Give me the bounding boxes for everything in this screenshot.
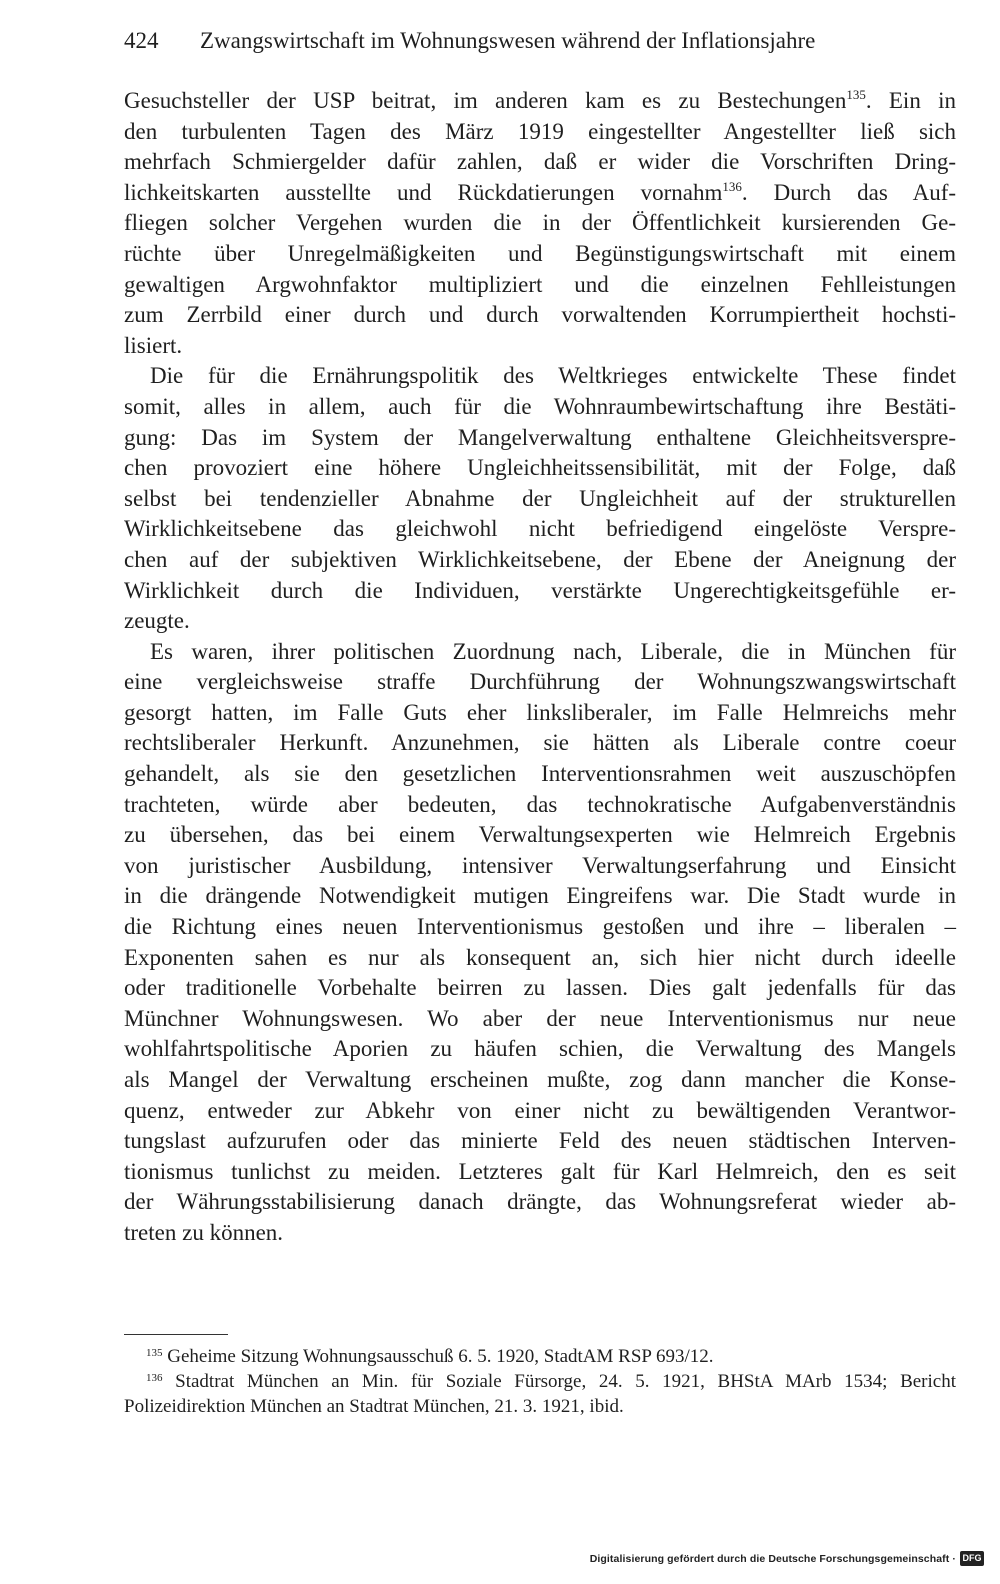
footnote-separator — [124, 1334, 228, 1335]
text-run: gesorgt hatten, im Falle Guts eher linksliberaler, im Falle Helmreichs mehr — [124, 699, 956, 725]
body-line — [124, 514, 956, 545]
text-run: den turbulenten Tagen des März 1919 eingestellter Angestellter ließ sich — [124, 118, 956, 144]
footnote-marker: 135 — [846, 87, 866, 102]
text-run: somit, alles in allem, auch für die Wohnraumbewirtschaftung ihre Bestäti- — [124, 393, 956, 419]
text-run: chen provoziert eine höhere Ungleichheitssensibilität, mit der Folge, daß — [124, 455, 956, 481]
body-line — [124, 698, 956, 729]
body-line — [124, 361, 956, 392]
text-run: tionismus tunlichst zu meiden. Letzteres galt für Karl Helmreich, den es seit — [124, 1158, 956, 1184]
body-line — [124, 300, 956, 331]
text-run: in die drängende Notwendigkeit mutigen Eingreifens war. Die Stadt wurde in — [124, 883, 956, 909]
body-line — [124, 790, 956, 821]
body-text — [124, 86, 956, 1249]
text-run: als Mangel der Verwaltung erscheinen mußte, zog dann mancher die Konse- — [124, 1067, 956, 1092]
body-line — [124, 820, 956, 851]
footnote-line — [124, 1394, 956, 1419]
body-line — [124, 484, 956, 515]
text-run: Wirklichkeit durch die Individuen, verstärkte Ungerechtigkeitsgefühle er- — [124, 577, 956, 603]
text-run: von juristischer Ausbildung, intensiver Verwaltungserfahrung und Einsicht — [124, 852, 956, 878]
text-run: rechtsliberaler Herkunft. Anzunehmen, sie hätten als Liberale contre coeur — [124, 730, 956, 756]
text-run: fliegen solcher Vergehen wurden die in der Öffentlichkeit kursierenden Ge- — [124, 210, 956, 236]
body-line — [124, 545, 956, 576]
body-line — [124, 86, 956, 117]
text-run: zum Zerrbild einer durch und durch vorwaltenden Korrumpiertheit hochsti- — [124, 302, 956, 328]
footnote-line — [124, 1369, 956, 1394]
text-run: zeugte. — [124, 608, 190, 634]
text-run: tungslast aufzurufen oder das minierte Feld des neuen städtischen Interven- — [124, 1128, 956, 1154]
body-line — [124, 1187, 956, 1218]
body-line — [124, 1218, 956, 1249]
body-line — [124, 943, 956, 974]
text-run: trachteten, würde aber bedeuten, das technokratische Aufgabenverständnis — [124, 791, 956, 817]
text-run: zu übersehen, das bei einem Verwaltungsexperten wie Helmreich Ergebnis — [124, 822, 956, 848]
text-run: Polizeidirektion München an Stadtrat München, 21. 3. 1921, ibid. — [124, 1396, 624, 1417]
text-run: treten zu können. — [124, 1219, 284, 1245]
footnote-marker: 136 — [146, 1372, 163, 1384]
body-line — [124, 606, 956, 637]
body-line — [124, 667, 956, 698]
text-run: oder traditionelle Vorbehalte beirren zu lassen. Dies galt jedenfalls für das — [124, 975, 956, 1001]
text-run: Gesuchsteller der USP beitrat, im anderen kam es zu Bestechungen — [124, 88, 847, 113]
text-run: Stadtrat München an Min. für Soziale Fürsorge, 24. 5. 1921, BHStA MArb 1534; Bericht — [162, 1371, 956, 1392]
body-line — [124, 1065, 956, 1096]
body-line — [124, 1096, 956, 1127]
body-line — [124, 147, 956, 178]
body-line — [124, 759, 956, 790]
text-run: . Durch das Auf- — [741, 179, 957, 205]
text-run: gehandelt, als sie den gesetzlichen Interventionsrahmen weit auszuschöpfen — [124, 761, 956, 787]
body-line — [124, 1157, 956, 1188]
text-run: rüchte über Unregelmäßigkeiten und Begünstigungswirtschaft mit einem — [124, 240, 956, 266]
body-line — [124, 637, 956, 668]
text-run: selbst bei tendenzieller Abnahme der Ungleichheit auf der strukturellen — [124, 485, 956, 511]
body-line — [124, 912, 956, 943]
text-run: Wirklichkeitsebene das gleichwohl nicht befriedigend eingelöste Verspre- — [124, 516, 956, 542]
text-run: Die für die Ernährungspolitik des Weltkrieges entwickelte These findet — [150, 363, 956, 389]
body-line — [124, 392, 956, 423]
body-line — [124, 178, 956, 209]
text-run: lichkeitskarten ausstellte und Rückdatierungen vornahm — [124, 179, 723, 205]
text-run: der Währungsstabilisierung danach drängte, das Wohnungsreferat wieder ab- — [124, 1189, 956, 1215]
text-run: wohlfahrtspolitische Aporien zu häufen schien, die Verwaltung des Mangels — [124, 1036, 956, 1062]
running-header — [124, 26, 954, 56]
body-line — [124, 973, 956, 1004]
text-run: gewaltigen Argwohnfaktor multipliziert und die einzelnen Fehlleistungen — [124, 271, 956, 297]
body-line — [124, 331, 956, 362]
digitization-credit: Digitalisierung gefördert durch die Deutsche Forschungsgemeinschaft · — [589, 1553, 956, 1565]
body-line — [124, 1004, 956, 1035]
text-run: Es waren, ihrer politischen Zuordnung nach, Liberale, die in München für — [150, 638, 956, 664]
footnote-marker: 135 — [146, 1347, 163, 1359]
body-line — [124, 576, 956, 607]
dfg-logo: DFG — [960, 1551, 984, 1566]
body-line — [124, 453, 956, 484]
text-run: die Richtung eines neuen Interventionismus gestoßen und ihre – liberalen – — [124, 914, 956, 940]
text-run: eine vergleichsweise straffe Durchführung der Wohnungszwangswirtschaft — [124, 669, 956, 695]
text-run: Geheime Sitzung Wohnungsausschuß 6. 5. 1920, StadtAM RSP 693/12. — [162, 1346, 714, 1367]
body-line — [124, 117, 956, 148]
text-run: Münchner Wohnungswesen. Wo aber der neue Interventionismus nur neue — [124, 1005, 956, 1031]
footnotes — [124, 1344, 956, 1419]
running-title: Zwangswirtschaft im Wohnungswesen während der Inflationsjahre — [200, 28, 816, 53]
body-line — [124, 239, 956, 270]
text-run: chen auf der subjektiven Wirklichkeitsebene, der Ebene der Aneignung der — [124, 546, 956, 572]
footnote-marker: 136 — [722, 178, 742, 194]
body-line — [124, 208, 956, 239]
body-line — [124, 423, 956, 454]
page-number: 424 — [124, 28, 159, 53]
body-line — [124, 851, 956, 882]
text-run: quenz, entweder zur Abkehr von einer nicht zu bewältigenden Verantwor- — [124, 1097, 956, 1123]
footnote-line — [124, 1344, 956, 1369]
text-run: . Ein in — [865, 88, 956, 113]
text-run: lisiert. — [124, 332, 183, 358]
body-line — [124, 270, 956, 301]
body-line — [124, 1126, 956, 1157]
text-run: mehrfach Schmiergelder dafür zahlen, daß er wider die Vorschriften Dring- — [124, 149, 956, 175]
body-line — [124, 728, 956, 759]
text-run: gung: Das im System der Mangelverwaltung enthaltene Gleichheitsverspre- — [124, 424, 956, 450]
body-line — [124, 1034, 956, 1065]
body-line — [124, 881, 956, 912]
text-run: Exponenten sahen es nur als konsequent an, sich hier nicht durch ideelle — [124, 944, 956, 970]
